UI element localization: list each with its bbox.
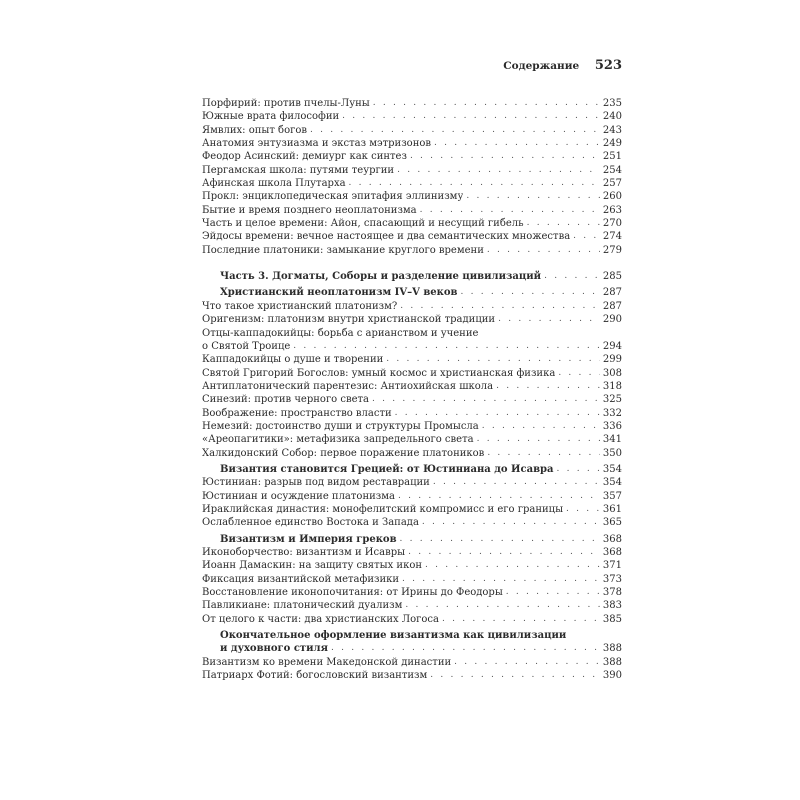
toc-entry[interactable] bbox=[202, 407, 622, 420]
leader-dots bbox=[482, 420, 600, 433]
toc-entry[interactable] bbox=[202, 327, 622, 354]
toc-entry[interactable] bbox=[202, 137, 622, 150]
toc-entry-title: Святой Григорий Богослов: умный космос и христианская физика bbox=[202, 367, 556, 379]
toc-entry-title: Прокл: энциклопедическая эпитафия эллинизму bbox=[202, 191, 464, 203]
toc-entry-page: 257 bbox=[602, 178, 622, 190]
toc-entry-page: 235 bbox=[602, 98, 622, 109]
toc-entry[interactable] bbox=[202, 164, 622, 177]
toc-entry-page: 308 bbox=[602, 367, 622, 379]
toc-entry-title: Оригенизм: платонизм внутри христианской традиции bbox=[202, 314, 496, 326]
leader-dots bbox=[400, 300, 600, 313]
toc-entry-title: Порфирий: против пчелы-Луны bbox=[202, 98, 370, 109]
toc-entry-page: 285 bbox=[602, 271, 622, 283]
toc-entry-title-line1: Окончательное оформление византизма как цивилизации bbox=[220, 630, 567, 642]
toc-entry-page: 251 bbox=[602, 151, 622, 163]
toc-entry[interactable] bbox=[202, 177, 622, 190]
leader-dots bbox=[408, 546, 600, 559]
toc-entry-title: Иоанн Дамаскин: на защиту святых икон bbox=[202, 560, 422, 572]
leader-dots bbox=[342, 110, 600, 123]
toc-entry[interactable] bbox=[202, 300, 622, 313]
leader-dots bbox=[442, 613, 600, 626]
toc-entry-title: Византия становится Грецией: от Юстиниана до Исавра bbox=[220, 463, 554, 475]
toc-entry-page: 341 bbox=[602, 434, 622, 446]
toc-entry-page: 336 bbox=[602, 420, 622, 432]
toc-entry-page: 270 bbox=[602, 218, 622, 230]
toc-entry[interactable] bbox=[202, 573, 622, 586]
toc-entry-title: Бытие и время позднего неоплатонизма bbox=[202, 204, 417, 216]
toc-entry[interactable] bbox=[202, 353, 622, 366]
toc-entry-title: о Святой Троице bbox=[202, 340, 291, 352]
toc-entry-title: Ослабленное единство Востока и Запада bbox=[202, 517, 419, 529]
leader-dots bbox=[293, 340, 600, 353]
leader-dots bbox=[425, 559, 600, 572]
toc-entry-page: 368 bbox=[602, 533, 622, 545]
leader-dots bbox=[386, 353, 600, 366]
toc-entry-page: 357 bbox=[602, 490, 622, 502]
toc-entry-page: 373 bbox=[602, 573, 622, 585]
toc-entry[interactable] bbox=[202, 516, 622, 529]
toc-entry-page: 388 bbox=[602, 656, 622, 668]
toc-entry-page: 287 bbox=[602, 287, 622, 299]
leader-dots bbox=[400, 533, 600, 546]
toc-entry-page: 294 bbox=[602, 340, 622, 352]
toc-entry[interactable] bbox=[202, 433, 622, 446]
toc-entry[interactable] bbox=[202, 217, 622, 230]
toc-entry[interactable] bbox=[202, 244, 622, 257]
toc-entry[interactable] bbox=[202, 380, 622, 393]
leader-dots bbox=[398, 490, 600, 503]
toc-entry-page: 263 bbox=[602, 204, 622, 216]
toc-entry-title: Эйдосы времени: вечное настоящее и два семантических множества bbox=[202, 231, 571, 243]
leader-dots bbox=[454, 656, 600, 669]
toc-chapter-heading[interactable] bbox=[202, 463, 622, 476]
toc-entry-title: «Ареопагитики»: метафизика запредельного света bbox=[202, 434, 474, 446]
toc-entry[interactable] bbox=[202, 420, 622, 433]
leader-dots bbox=[402, 573, 600, 586]
table-of-contents bbox=[202, 97, 622, 682]
leader-dots bbox=[420, 204, 600, 217]
toc-entry-page: 249 bbox=[602, 138, 622, 150]
toc-entry-page: 240 bbox=[602, 111, 622, 123]
toc-entry-page: 299 bbox=[602, 354, 622, 366]
toc-entry-title: Патриарх Фотий: богословский византизм bbox=[202, 670, 428, 682]
leader-dots bbox=[566, 503, 600, 516]
toc-entry-page: 254 bbox=[602, 164, 622, 176]
toc-chapter-heading[interactable] bbox=[202, 286, 622, 299]
toc-entry-title: Иконоборчество: византизм и Исавры bbox=[202, 547, 406, 558]
toc-entry-page: 368 bbox=[602, 547, 622, 558]
toc-entry-page: 325 bbox=[602, 394, 622, 406]
toc-entry-title: Византизм ко времени Македонской династии bbox=[202, 656, 452, 668]
toc-entry-page: 279 bbox=[602, 244, 622, 256]
leader-dots bbox=[422, 516, 600, 529]
toc-entry-title: Ямвлих: опыт богов bbox=[202, 124, 307, 136]
toc-entry[interactable] bbox=[202, 559, 622, 572]
toc-entry[interactable] bbox=[202, 476, 622, 489]
leader-dots bbox=[310, 124, 600, 137]
toc-entry-title: Афинская школа Плутарха bbox=[202, 178, 346, 190]
toc-entry-title: Анатомия энтузиазма и экстаз мэтризонов bbox=[202, 138, 432, 150]
toc-entry[interactable] bbox=[202, 150, 622, 163]
leader-dots bbox=[373, 97, 600, 110]
leader-dots bbox=[487, 447, 600, 460]
leader-dots bbox=[410, 150, 600, 163]
leader-dots bbox=[573, 230, 600, 243]
toc-entry-title: Пергамская школа: путями теургии bbox=[202, 164, 395, 176]
toc-entry[interactable] bbox=[202, 669, 622, 682]
toc-entry-title: Последние платоники: замыкание круглого времени bbox=[202, 244, 484, 256]
toc-entry-title-line1: Отцы-каппадокийцы: борьба с арианством и учение bbox=[202, 327, 479, 339]
toc-entry-page: 361 bbox=[602, 503, 622, 515]
toc-entry[interactable] bbox=[202, 613, 622, 626]
toc-entry-page: 385 bbox=[602, 613, 622, 625]
running-header-title: Содержание bbox=[503, 60, 580, 72]
toc-entry[interactable] bbox=[202, 393, 622, 406]
toc-entry-title: Восстановление иконопочитания: от Ирины до Феодоры bbox=[202, 587, 503, 599]
toc-entry-page: 287 bbox=[602, 300, 622, 312]
leader-dots bbox=[477, 433, 600, 446]
leader-dots bbox=[544, 270, 600, 283]
toc-entry-title: и духовного стиля bbox=[220, 643, 328, 655]
leader-dots bbox=[527, 217, 600, 230]
leader-dots bbox=[331, 642, 600, 655]
toc-entry[interactable] bbox=[202, 313, 622, 326]
toc-entry-page: 371 bbox=[602, 560, 622, 572]
leader-dots bbox=[506, 586, 600, 599]
leader-dots bbox=[460, 286, 599, 299]
toc-entry[interactable] bbox=[202, 490, 622, 503]
toc-entry-page: 354 bbox=[602, 477, 622, 489]
leader-dots bbox=[558, 367, 600, 380]
toc-chapter-heading[interactable] bbox=[202, 533, 622, 546]
toc-entry-title: Часть и целое времени: Айон, спасающий и несущий гибель bbox=[202, 218, 524, 230]
leader-dots bbox=[487, 244, 600, 257]
leader-dots bbox=[433, 476, 600, 489]
leader-dots bbox=[430, 669, 600, 682]
toc-entry-page: 350 bbox=[602, 447, 622, 459]
leader-dots bbox=[349, 177, 600, 190]
toc-entry[interactable] bbox=[202, 97, 622, 110]
toc-entry[interactable] bbox=[202, 124, 622, 137]
leader-dots bbox=[434, 137, 600, 150]
running-header bbox=[200, 58, 622, 73]
toc-entry[interactable] bbox=[202, 204, 622, 217]
toc-entry[interactable] bbox=[202, 599, 622, 612]
toc-entry-title: Часть 3. Догматы, Соборы и разделение цивилизаций bbox=[220, 271, 542, 283]
toc-entry-title: Антиплатонический парентезис: Антиохийская школа bbox=[202, 380, 494, 392]
toc-entry[interactable] bbox=[202, 447, 622, 460]
toc-entry[interactable] bbox=[202, 503, 622, 516]
toc-entry-title: От целого к части: два христианских Логоса bbox=[202, 613, 439, 625]
toc-entry[interactable] bbox=[202, 190, 622, 203]
toc-entry-page: 354 bbox=[602, 463, 622, 475]
toc-entry-page: 378 bbox=[602, 587, 622, 599]
toc-entry-title: Синезий: против черного света bbox=[202, 394, 370, 406]
toc-entry-title: Немезий: достоинство души и структуры Промысла bbox=[202, 420, 479, 432]
toc-entry-title: Павликиане: платонический дуализм bbox=[202, 600, 403, 612]
leader-dots bbox=[372, 393, 600, 406]
toc-entry-page: 318 bbox=[602, 380, 622, 392]
toc-entry[interactable] bbox=[202, 367, 622, 380]
toc-entry-title: Феодор Асинский: демиург как синтез bbox=[202, 151, 407, 163]
toc-entry-page: 383 bbox=[602, 600, 622, 612]
toc-entry-title: Халкидонский Собор: первое поражение платоников bbox=[202, 447, 485, 459]
toc-entry-title: Ираклийская династия: монофелитский компромисс и его границы bbox=[202, 503, 564, 515]
leader-dots bbox=[405, 599, 600, 612]
toc-entry[interactable] bbox=[202, 110, 622, 123]
toc-entry-title: Каппадокийцы о душе и творении bbox=[202, 354, 384, 366]
toc-entry[interactable] bbox=[202, 656, 622, 669]
toc-entry-page: 365 bbox=[602, 517, 622, 529]
toc-entry-title: Воображение: пространство власти bbox=[202, 407, 392, 419]
toc-entry-title: Византизм и Империя греков bbox=[220, 533, 397, 545]
toc-entry-page: 390 bbox=[602, 670, 622, 682]
toc-entry[interactable] bbox=[202, 230, 622, 243]
leader-dots bbox=[466, 190, 600, 203]
toc-entry-title: Фиксация византийской метафизики bbox=[202, 573, 400, 585]
toc-entry-page: 290 bbox=[602, 314, 622, 326]
toc-entry-title: Юстиниан: разрыв под видом реставрации bbox=[202, 477, 430, 489]
leader-dots bbox=[496, 380, 600, 393]
toc-entry-title: Христианский неоплатонизм IV–V веков bbox=[220, 287, 458, 299]
toc-entry[interactable] bbox=[202, 586, 622, 599]
page-number: 523 bbox=[594, 58, 622, 73]
toc-entry-page: 260 bbox=[602, 191, 622, 203]
toc-entry-title: Южные врата философии bbox=[202, 111, 340, 123]
toc-entry-page: 243 bbox=[602, 124, 622, 136]
leader-dots bbox=[498, 313, 600, 326]
toc-part-heading[interactable] bbox=[202, 270, 622, 283]
toc-chapter-heading[interactable] bbox=[202, 629, 622, 656]
leader-dots bbox=[557, 463, 600, 476]
toc-entry-title: Юстиниан и осуждение платонизма bbox=[202, 490, 395, 502]
toc-entry-page: 332 bbox=[602, 407, 622, 419]
leader-dots bbox=[395, 407, 600, 420]
leader-dots bbox=[397, 164, 600, 177]
toc-entry-page: 274 bbox=[602, 231, 622, 243]
toc-entry-title: Что такое христианский платонизм? bbox=[202, 300, 398, 312]
toc-entry-page: 388 bbox=[602, 643, 622, 655]
toc-entry[interactable] bbox=[202, 546, 622, 559]
